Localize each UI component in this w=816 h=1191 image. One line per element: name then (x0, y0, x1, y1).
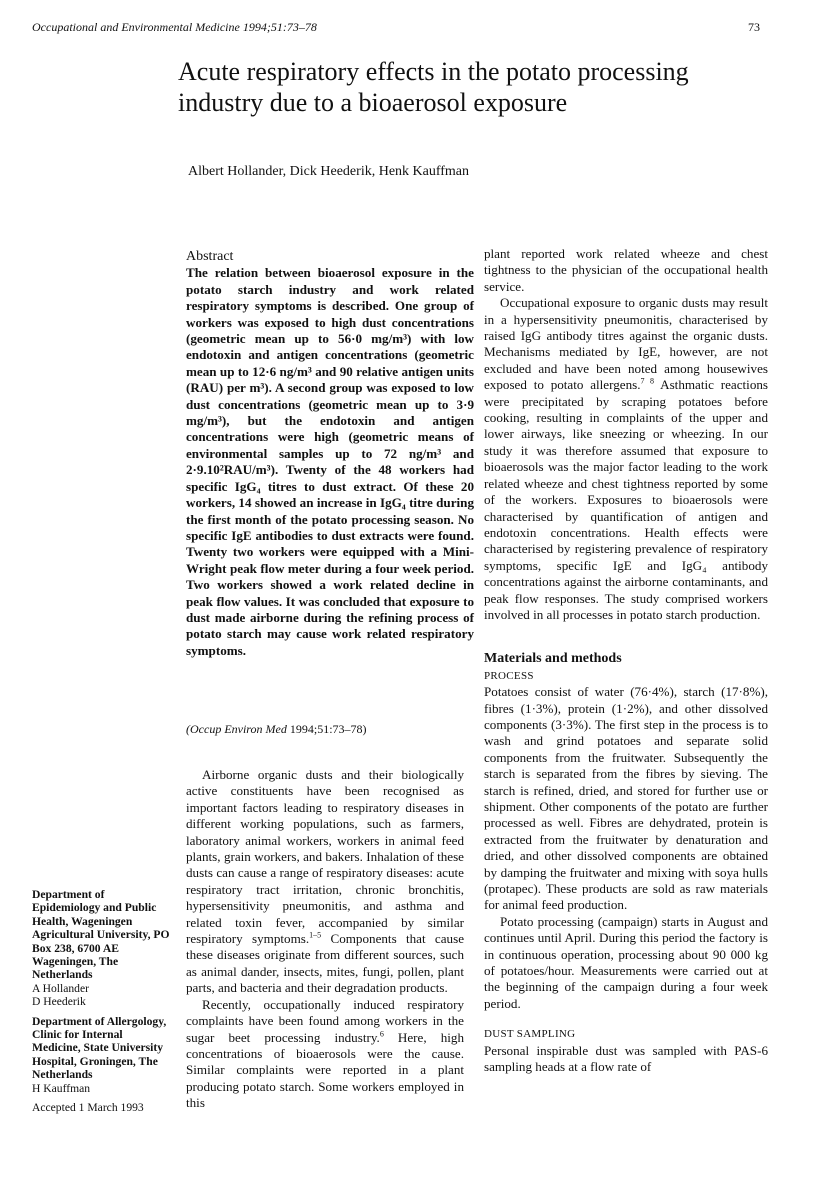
introduction (186, 767, 464, 1112)
affiliations (32, 888, 174, 1115)
title-line-2: industry due to a bioaerosol exposure (178, 88, 568, 117)
article-title (178, 56, 778, 118)
reference-marker: 7 8 (640, 376, 655, 386)
right-paragraph-2: Occupational exposure to organic dusts may result in a hypersensitivity pneumonitis, characterised by raised IgG antibody titres against the organic dusts. Mechanisms mediated by IgE, however, are not excluded and have been noted among housewives exposed to potato allergens.$^{7 8}$ Asthmatic reactions were precipitated by scraping potatoes before cooking, resulting in complaints of the upper and lower airways, like sneezing or wheezing. In our study it was therefore assumed that exposure to bioaerosols was the major factor leading to the work related wheeze and chest tightness reported by some of the workers. Exposures to bioaerosols were characterised by quantification of antigen and endotoxin concentrations. Health effects were characterised by registering prevalence of respiratory symptoms, specific IgE and IgG₄ antibody concentrations against the airborne contaminants, and peak flow responses. The study comprised workers involved in all processes in potato starch production. (484, 295, 769, 622)
citation-journal: (Occup Environ Med (186, 722, 287, 736)
dust-paragraph-1: Personal inspirable dust was sampled with PAS-6 sampling heads at a flow rate of (484, 1042, 768, 1075)
subsection-dust-sampling: DUST SAMPLING (484, 1028, 576, 1041)
intro-paragraph-2: Recently, occupationally induced respiratory complaints have been found among workers in the sugar beet processing industry.$^6$ Here, high concentrations of bioaerosols were the cause. Similar complaints were reported in a plant producing potato starch. Some workers employed in this (186, 996, 464, 1111)
affiliation-2: Department of Allergology, Clinic for Internal Medicine, State University Hospital, Groningen, The Netherlands (32, 1014, 167, 1082)
abstract-heading: Abstract (186, 249, 234, 264)
reference-marker: 6 (379, 1029, 384, 1039)
abstract-body: The relation between bioaerosol exposure in the potato starch industry and work related respiratory symptoms is described. One group of workers was exposed to high dust concentrations (geometric mean up to 56·0 mg/m³) with low endotoxin and antigen concentrations (geometric mean up to 12·6 ng/m³ and 90 relative antigen units (RAU) per m³). A second group was exposed to low dust concentrations (geometric mean up to 3·9 mg/m³), but the endotoxin and antigen concentrations were high (geometric means of environmental samples up to 72 ng/m³ and 2·9.10²RAU/m³). Twenty of the 48 workers had specific IgG₄ titres to dust extract. Of these 20 workers, 14 showed an increase in IgG₄ titre during the first month of the potato processing season. No specific IgE antibodies to dust extracts were found. Twenty two workers were equipped with a Mini-Wright peak flow meter during a four week period. Two workers showed a work related decline in peak flow values. It was concluded that exposure to dust made airborne during the refining process of potato starch may cause work related respiratory symptoms. (186, 265, 474, 658)
section-heading-methods: Materials and methods (484, 651, 622, 667)
author-list: Albert Hollander, Dick Heederik, Henk Kauffman (188, 164, 470, 179)
right-column (484, 246, 768, 1076)
process-paragraph-2: Potato processing (campaign) starts in August and continues until April. During this period the factory is in continuous operation, processing about 90 000 kg of potatoes/hour. Measurements were carried out at the beginning of the campaign during a four week period. (484, 913, 768, 1011)
reference-marker: 1–5 (309, 930, 322, 940)
affiliation-1: Department of Epidemiology and Public Health, Wageningen Agricultural University, PO Box 238, 6700 AE Wageningen, The Netherlands (32, 888, 170, 982)
subsection-process: PROCESS (484, 669, 534, 682)
citation-volume: 1994;51:73–78) (286, 722, 367, 736)
affiliation-1-author-2: D Heederik (32, 995, 86, 1009)
abstract (186, 249, 474, 659)
affiliation-1-author-1: A Hollander (32, 981, 89, 995)
citation (186, 722, 367, 737)
running-header-journal: Occupational and Environmental Medicine 1994;51:73–78 (32, 20, 317, 34)
process-paragraph-1: Potatoes consist of water (76·4%), starch (17·8%), fibres (1·3%), protein (1·2%), and other dissolved components (3·3%). The first step in the process is to wash and grind potatoes and separate solid components from the fruitwater. Subsequently the starch is separated from the fibres by sieving. The starch is refined, dried, and stored for further use or shipment. Other components of the potato are further processed as well. Fibres are dehydrated, protein is extracted from the fruitwater by denaturation and dried, and other dissolved components are obtained by damping the fruitwater and mixing with soya hulls (protapec). These products are sold as raw materials for animal feed production. (484, 684, 768, 913)
intro-paragraph-1: Airborne organic dusts and their biologically active constituents have been recognised as important factors leading to respiratory diseases in different working populations, such as farmers, laboratory animal workers, workers in animal feed plants, grain workers, and bakers. Inhalation of these dusts can cause a range of respiratory diseases: acute respiratory tract irritation, chronic bronchitis, hypersensitivity pneumonitis, and asthma and related toxin fever, accompanied by similar respiratory symptoms.$^{1-5}$ Components that cause these diseases originate from different sources, such as animal dander, insects, mites, fungi, pollen, plant parts, and bacteria and their degradation products. (186, 767, 465, 996)
title-line-1: Acute respiratory effects in the potato processing (178, 57, 689, 86)
affiliation-2-author-1: H Kauffman (32, 1081, 91, 1095)
page-number: 73 (748, 20, 760, 34)
right-paragraph-1: plant reported work related wheeze and chest tightness to the physician of the occupational health service. (484, 246, 768, 294)
accepted-date: Accepted 1 March 1993 (32, 1101, 144, 1115)
